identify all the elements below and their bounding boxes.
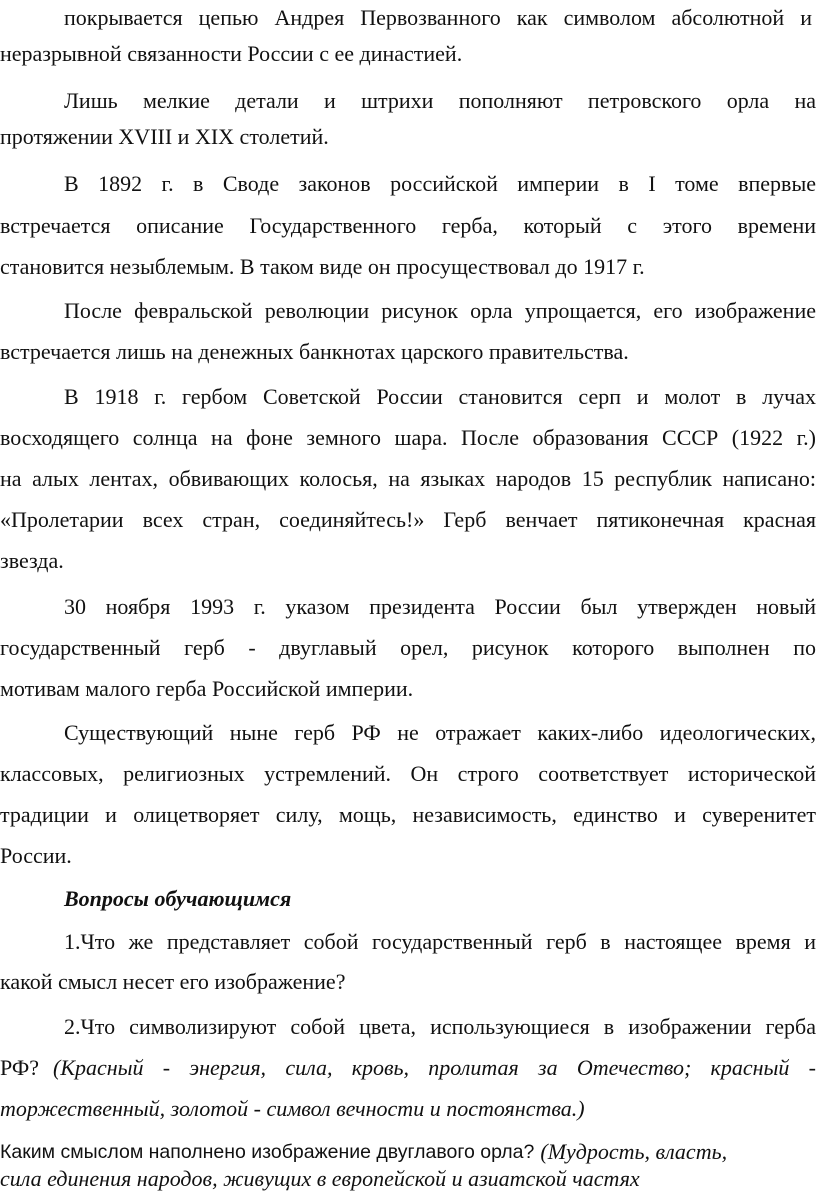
paragraph-line: Лишь мелкие детали и штрихи пополняют петровского орла на	[64, 88, 816, 113]
question-text: РФ?	[0, 1055, 40, 1080]
questions-heading: Вопросы обучающимся	[64, 886, 292, 911]
question-line: какой смысл несет его изображение?	[0, 969, 346, 994]
question-line	[0, 1054, 816, 1082]
paragraph-line: звезда.	[0, 548, 64, 573]
question-line	[0, 1138, 816, 1166]
paragraph-line: 30 ноября 1993 г. указом президента России был утвержден новый	[64, 594, 816, 619]
paragraph-line: России.	[0, 843, 72, 868]
paragraph-line: В 1918 г. гербом Советской России становится серп и молот в лучах	[64, 384, 816, 409]
paragraph-line: встречается лишь на денежных банкнотах царского правительства.	[0, 339, 629, 364]
paragraph-line: государственный герб - двуглавый орел, рисунок которого выполнен по	[0, 635, 816, 660]
paragraph-line: встречается описание Государственного герба, который с этого времени	[0, 213, 816, 238]
answer-line: сила единения народов, живущих в европейской и азиатской частях	[0, 1166, 640, 1191]
paragraph-line: После февральской революции рисунок орла упрощается, его изображение	[64, 298, 816, 323]
paragraph-line: традиции и олицетворяет силу, мощь, независимость, единство и суверенитет	[0, 802, 816, 827]
paragraph-line	[0, 4, 816, 32]
question-line: 2.Что символизируют собой цвета, использующиеся в изображении герба	[64, 1014, 816, 1039]
answer-line: торжественный, золотой - символ вечности и постоянства.)	[0, 1096, 585, 1121]
paragraph-line: неразрывной связанности России с ее династией.	[0, 41, 463, 66]
paragraph-line: классовых, религиозных устремлений. Он строго соответствует исторической	[0, 761, 816, 786]
paragraph-line: В 1892 г. в Своде законов российской империи в I томе впервые	[64, 171, 816, 196]
paragraph-line: протяжении XVIII и XIX столетий.	[0, 124, 329, 149]
question-text: Каким смыслом наполнено изображение двуглавого орла?	[0, 1141, 535, 1163]
paragraph-line: на алых лентах, обвивающих колосья, на языках народов 15 республик написано:	[0, 466, 816, 491]
paragraph-line: «Пролетарии всех стран, соединяйтесь!» Герб венчает пятиконечная красная	[0, 507, 816, 532]
answer-text: (Красный - энергия, сила, кровь, пролитая за Отечество; красный -	[53, 1055, 816, 1080]
text-line: покрывается цепью Андрея Первозванного как символом абсолютной и	[64, 5, 812, 30]
paragraph-line: мотивам малого герба Российской империи.	[0, 676, 414, 701]
paragraph-line: восходящего солнца на фоне земного шара. После образования СССР (1922 г.)	[0, 425, 816, 450]
question-line: 1.Что же представляет собой государственный герб в настоящее время и	[64, 929, 816, 954]
paragraph-line: Существующий ныне герб РФ не отражает каких-либо идеологических,	[64, 720, 816, 745]
paragraph-line: становится незыблемым. В таком виде он просуществовал до 1917 г.	[0, 254, 645, 279]
answer-text: (Мудрость, власть,	[540, 1139, 728, 1164]
